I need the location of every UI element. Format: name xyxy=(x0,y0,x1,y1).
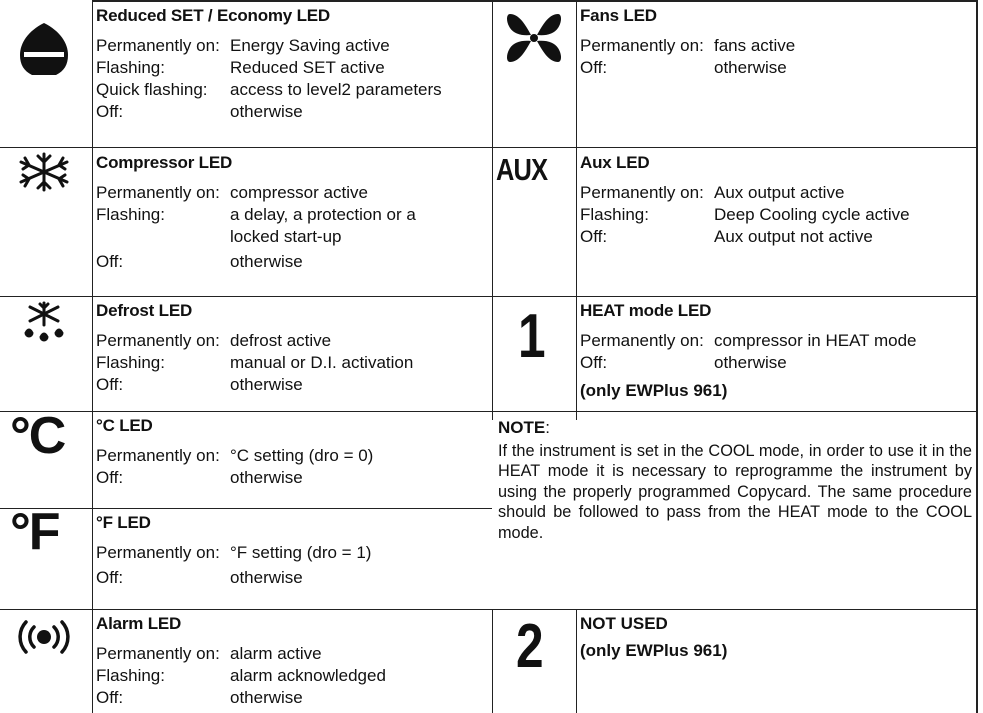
alarm-bell-icon xyxy=(14,617,74,657)
fahrenheit-glyph: °F xyxy=(10,503,59,561)
row-key: Permanently on: xyxy=(96,543,220,562)
note-colon: : xyxy=(545,418,550,437)
row-key: Off: xyxy=(580,58,608,77)
row-key: Flashing: xyxy=(96,666,165,685)
row-divider-2 xyxy=(0,296,978,297)
row-key: Permanently on: xyxy=(96,331,220,350)
snowflake-icon xyxy=(14,152,74,192)
not-used-glyph: 2 xyxy=(516,612,544,681)
row-value: fans active xyxy=(714,36,796,55)
fahrenheit-led-title: °F LED xyxy=(96,513,151,532)
row-key: Permanently on: xyxy=(580,36,704,55)
row-key: Off: xyxy=(580,227,608,246)
row-value: Deep Cooling cycle active xyxy=(714,205,910,224)
row-value: °F setting (dro = 1) xyxy=(230,543,372,562)
heat-mode-led-title: HEAT mode LED xyxy=(580,301,712,320)
row-key: Permanently on: xyxy=(96,644,220,663)
row-value: otherwise xyxy=(230,688,303,707)
heat-mode-glyph: 1 xyxy=(518,302,546,371)
not-used-title: NOT USED xyxy=(580,614,668,633)
row-key: Off: xyxy=(96,468,124,487)
row-value: compressor in HEAT mode xyxy=(714,331,917,350)
row-value: alarm active xyxy=(230,644,322,663)
row-value: Reduced SET active xyxy=(230,58,385,77)
row-value: compressor active xyxy=(230,183,368,202)
row-key: Off: xyxy=(96,568,124,587)
row-value: otherwise xyxy=(714,353,787,372)
fans-led-title: Fans LED xyxy=(580,6,657,25)
row-value: a delay, a protection or a xyxy=(230,205,416,224)
row-key: Off: xyxy=(580,353,608,372)
row-key: Off: xyxy=(96,688,124,707)
table-border-top xyxy=(92,0,978,2)
row-value: defrost active xyxy=(230,331,332,350)
row-key: Permanently on: xyxy=(96,36,220,55)
note-heading xyxy=(498,418,550,438)
row-key: Flashing: xyxy=(96,205,165,224)
celsius-glyph: °C xyxy=(10,407,65,465)
row-value: access to level2 parameters xyxy=(230,80,442,99)
row-value: otherwise xyxy=(230,568,303,587)
row-key: Off: xyxy=(96,375,124,394)
table-border-left xyxy=(92,0,93,713)
economy-led-title: Reduced SET / Economy LED xyxy=(96,6,330,25)
defrost-led-title: Defrost LED xyxy=(96,301,193,320)
not-used-model-note: (only EWPlus 961) xyxy=(580,641,728,660)
row-value: otherwise xyxy=(230,468,303,487)
heat-mode-model-note: (only EWPlus 961) xyxy=(580,381,728,400)
right-icon-divider-lower xyxy=(576,609,577,713)
row-value: alarm acknowledged xyxy=(230,666,386,685)
column-divider-center xyxy=(492,0,493,420)
row-key: Flashing: xyxy=(580,205,649,224)
aux-led-title: Aux LED xyxy=(580,153,650,172)
right-icon-divider xyxy=(576,0,577,420)
row-key: Off: xyxy=(96,102,124,121)
row-divider-3 xyxy=(0,411,978,412)
row-key: Permanently on: xyxy=(96,446,220,465)
row-value: otherwise xyxy=(230,102,303,121)
row-divider-4 xyxy=(0,508,492,509)
row-key: Off: xyxy=(96,252,124,271)
row-value: otherwise xyxy=(714,58,787,77)
celsius-led-title: °C LED xyxy=(96,416,153,435)
economy-dome-icon xyxy=(14,20,74,80)
row-divider-1 xyxy=(0,147,978,148)
row-key: Permanently on: xyxy=(580,183,704,202)
row-value: Aux output not active xyxy=(714,227,873,246)
row-key: Flashing: xyxy=(96,353,165,372)
row-key: Permanently on: xyxy=(96,183,220,202)
row-key: Permanently on: xyxy=(580,331,704,350)
row-value: locked start-up xyxy=(230,227,342,246)
column-divider-center-lower xyxy=(492,609,493,713)
fan-icon xyxy=(502,6,566,70)
row-key: Quick flashing: xyxy=(96,80,208,99)
row-key: Flashing: xyxy=(96,58,165,77)
row-value: °C setting (dro = 0) xyxy=(230,446,374,465)
note-label: NOTE xyxy=(498,418,546,437)
row-value: manual or D.I. activation xyxy=(230,353,414,372)
row-value: otherwise xyxy=(230,375,303,394)
row-divider-5 xyxy=(0,609,978,610)
row-value: Energy Saving active xyxy=(230,36,390,55)
compressor-led-title: Compressor LED xyxy=(96,153,233,172)
defrost-icon xyxy=(14,300,74,346)
note-body: If the instrument is set in the COOL mode, in order to use it in the HEAT mode it is necessary to reprogramme the instrument by using the properly programmed Copycard. The same procedure should be followed to pass from the HEAT mode to the COOL mode. xyxy=(498,442,972,542)
table-border-right xyxy=(976,0,978,713)
row-value: otherwise xyxy=(230,252,303,271)
alarm-led-title: Alarm LED xyxy=(96,614,182,633)
row-value: Aux output active xyxy=(714,183,845,202)
aux-glyph: AUX xyxy=(496,152,548,187)
